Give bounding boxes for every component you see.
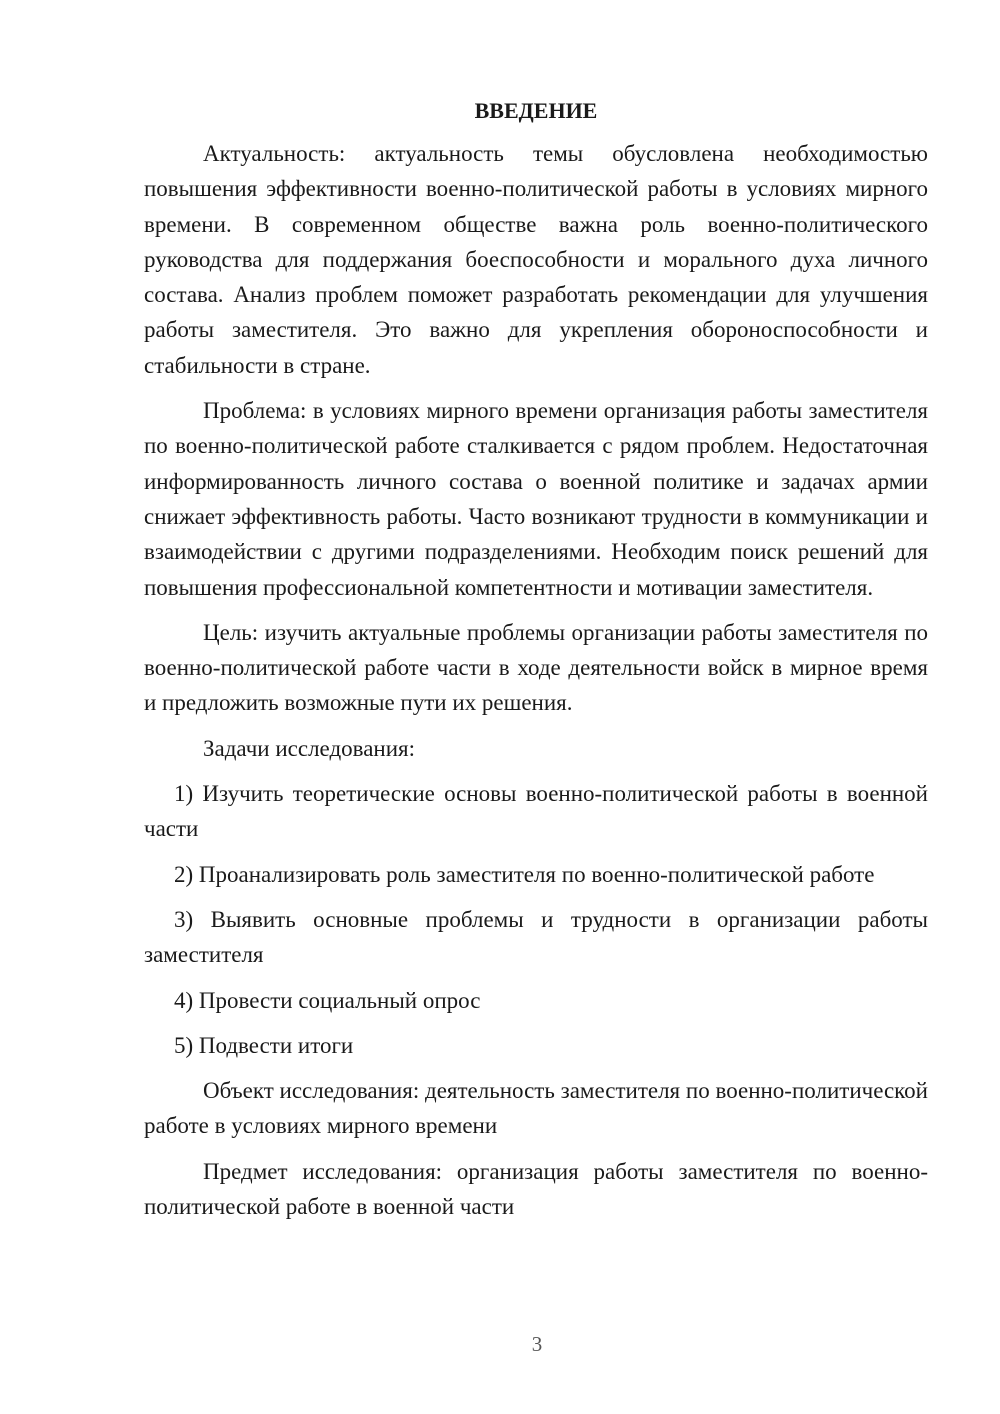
relevance-paragraph: Актуальность: актуальность темы обусловлена необходимостью повышения эффективности военно-политической работы в условиях мирного времени. В современном обществе важна роль военно-политического руководства для поддержания боеспособности и морального духа личного состава. Анализ проблем поможет разработать рекомендации для улучшения работы заместителя. Это важно для укрепления обороноспособности и стабильности в стране.: [144, 141, 928, 378]
problem-paragraph: Проблема: в условиях мирного времени организация работы заместителя по военно-политической работе сталкивается с рядом проблем. Недостаточная информированность личного состава о военной политике и задачах армии снижает эффективность работы. Часто возникают трудности в коммуникации и взаимодействии с другими подразделениями. Необходим поиск решений для повышения профессиональной компетентности и мотивации заместителя.: [144, 398, 928, 600]
page-number: 3: [531, 1332, 543, 1356]
task-item: 3) Выявить основные проблемы и трудности в организации работы заместителя: [144, 906, 928, 968]
goal-paragraph: Цель: изучить актуальные проблемы организации работы заместителя по военно-политической работе части в ходе деятельности войск в мирное время и предложить возможные пути их решения.: [144, 619, 928, 716]
task-item: 5) Подвести итоги: [174, 1032, 354, 1058]
page-title: ВВЕДЕНИЕ: [474, 98, 598, 123]
task-item: 4) Провести социальный опрос: [174, 987, 481, 1013]
tasks-heading: Задачи исследования:: [203, 735, 416, 761]
task-item: 1) Изучить теоретические основы военно-политической работы в военной части: [144, 781, 928, 842]
task-item: 2) Проанализировать роль заместителя по военно-политической работе: [174, 861, 875, 887]
page-content: [144, 94, 928, 1234]
subject-paragraph: Предмет исследования: организация работы заместителя по военно-политической работе в военной части: [144, 1158, 928, 1220]
object-paragraph: Объект исследования: деятельность заместителя по военно-политической работе в условиях мирного времени: [144, 1078, 928, 1139]
